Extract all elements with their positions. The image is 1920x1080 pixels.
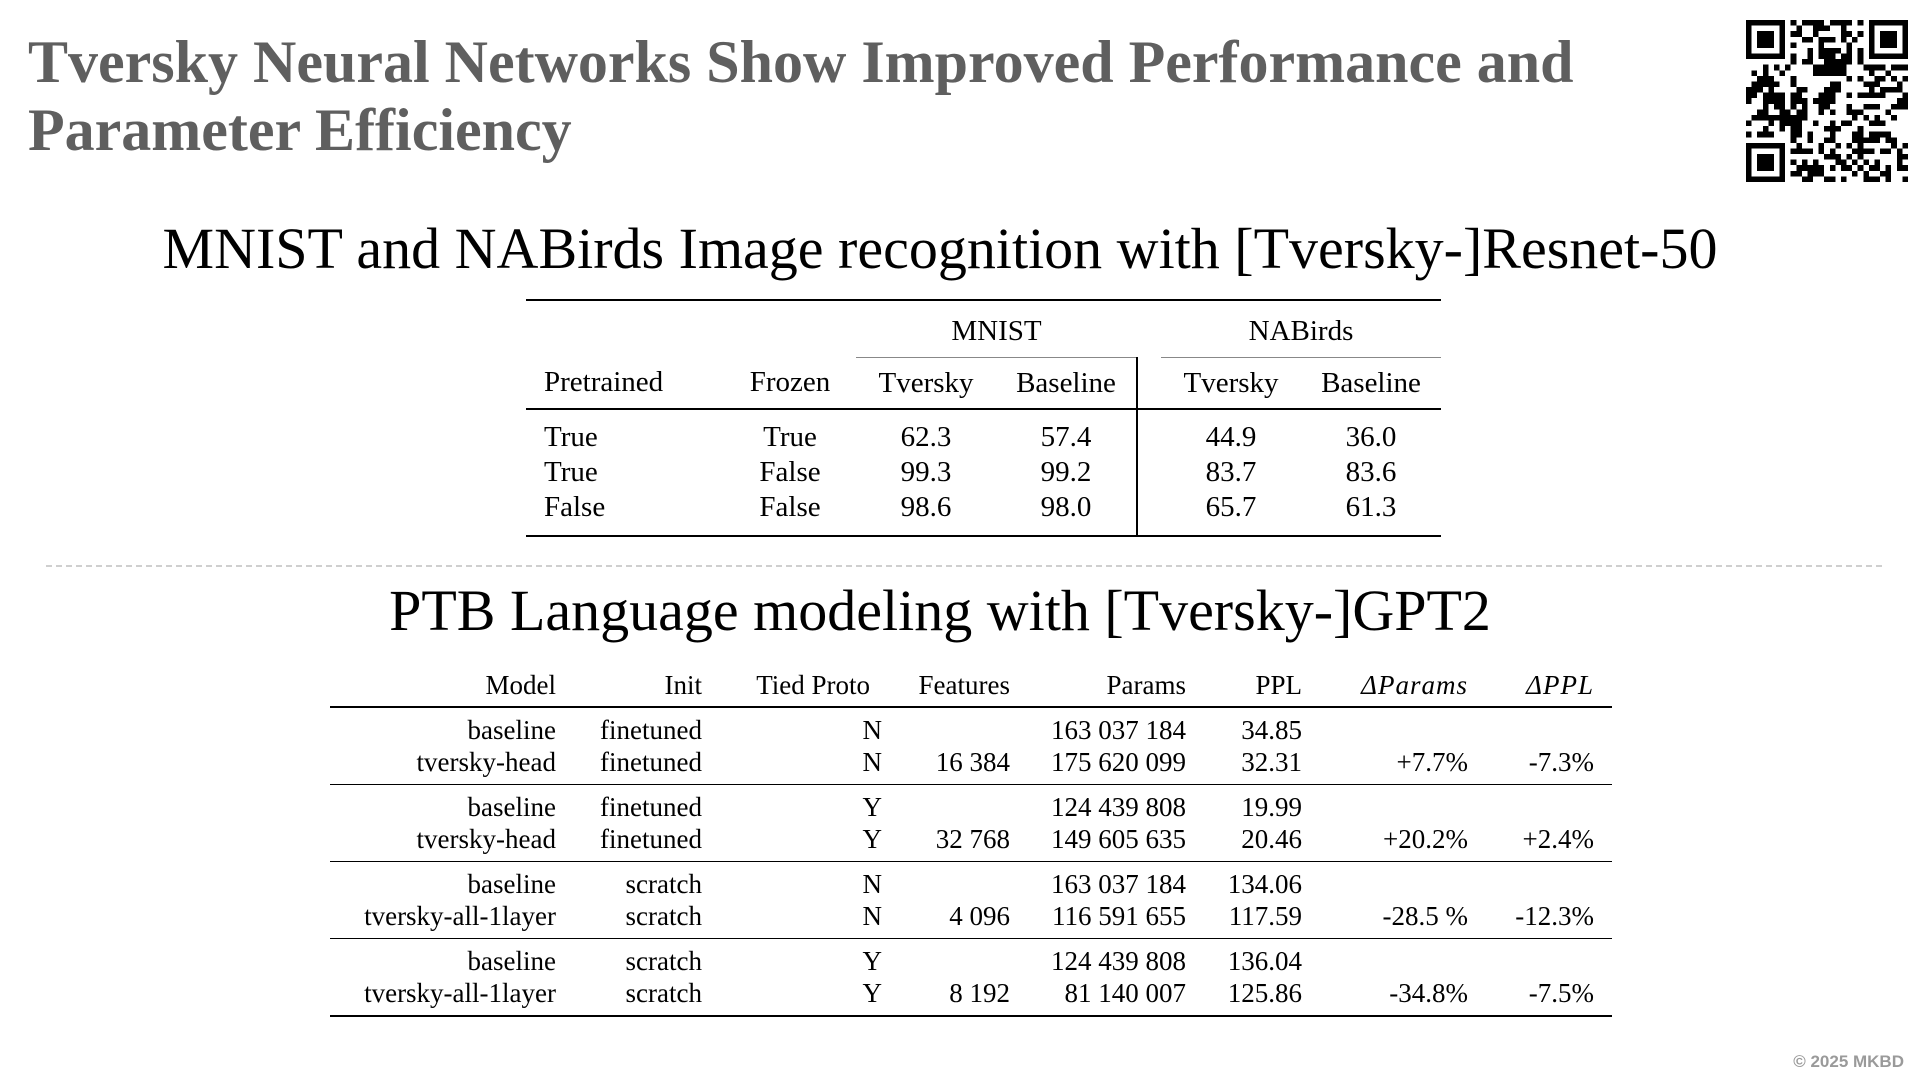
cell-features: 32 768 — [882, 823, 1010, 862]
cell-params: 124 439 808 — [1051, 946, 1186, 976]
cell-frozen: False — [759, 456, 821, 488]
cell-features — [882, 862, 1010, 901]
cell-dparams — [1302, 707, 1468, 746]
column-header: Features — [882, 664, 1010, 707]
cell-dppl: +2.4% — [1468, 823, 1612, 862]
cell-features — [882, 707, 1010, 746]
column-header: Pretrained — [526, 358, 724, 410]
cell-nabirds-baseline: 36.0 — [1345, 421, 1397, 453]
cell-nabirds-baseline: 83.6 — [1345, 456, 1397, 488]
column-header: Tied Proto — [702, 664, 882, 707]
cell-params: 116 591 655 — [1010, 900, 1186, 939]
column-header: Tversky — [856, 358, 996, 410]
cell-dppl: -7.3% — [1468, 746, 1612, 785]
table-row — [330, 746, 1612, 785]
qr-code-icon[interactable] — [1746, 20, 1908, 182]
cell-pretrained: True — [544, 421, 598, 453]
cell-init: scratch — [625, 978, 702, 1008]
column-header: Frozen — [724, 358, 856, 410]
section-divider — [46, 565, 1882, 567]
column-header: Baseline — [1301, 358, 1441, 410]
cell-dparams — [1302, 785, 1468, 824]
cell-dppl: -7.5% — [1528, 978, 1594, 1008]
cell-dparams: -34.8% — [1389, 978, 1468, 1008]
table-row — [330, 707, 1612, 746]
cell-model: tversky-head — [330, 823, 556, 862]
column-header: Params — [1010, 664, 1186, 707]
table-row — [330, 939, 1612, 978]
cell-ppl: 125.86 — [1227, 978, 1302, 1008]
cell-model: baseline — [467, 946, 556, 976]
table-row — [526, 455, 1441, 490]
cell-model: tversky-all-1layer — [330, 900, 556, 939]
column-header: Tversky — [1161, 358, 1301, 410]
cell-model: baseline — [467, 869, 556, 899]
cell-dppl — [1468, 862, 1612, 901]
cell-mnist-tversky: 62.3 — [900, 421, 952, 453]
cell-model: baseline — [467, 792, 556, 822]
cell-frozen: False — [759, 491, 821, 523]
cell-tied: N — [862, 869, 882, 899]
cell-tied: Y — [702, 823, 882, 862]
cell-ppl: 117.59 — [1186, 900, 1302, 939]
cell-params: 124 439 808 — [1051, 792, 1186, 822]
cell-tied: N — [702, 746, 882, 785]
cell-mnist-baseline: 98.0 — [1040, 491, 1092, 523]
cell-init: scratch — [625, 946, 702, 976]
cell-init: finetuned — [600, 715, 702, 745]
cell-pretrained: False — [544, 491, 606, 523]
table-row — [330, 823, 1612, 862]
cell-dparams: +20.2% — [1302, 823, 1468, 862]
column-header: ΔPPL — [1468, 664, 1612, 707]
cell-mnist-tversky: 99.3 — [900, 456, 952, 488]
cell-dppl: -12.3% — [1468, 900, 1612, 939]
cell-ppl: 20.46 — [1186, 823, 1302, 862]
cell-features — [882, 785, 1010, 824]
cell-dppl — [1468, 707, 1612, 746]
cell-init: finetuned — [556, 746, 702, 785]
cell-init: finetuned — [556, 823, 702, 862]
cell-nabirds-tversky: 44.9 — [1205, 421, 1257, 453]
cell-params: 163 037 184 — [1051, 715, 1186, 745]
copyright-notice: © 2025 MKBD — [1793, 1052, 1904, 1071]
cell-ppl: 136.04 — [1227, 946, 1302, 976]
cell-features: 4 096 — [882, 900, 1010, 939]
cell-dppl — [1468, 939, 1612, 978]
table-row — [330, 785, 1612, 824]
table-row — [526, 409, 1441, 455]
cell-init: finetuned — [600, 792, 702, 822]
cell-params: 149 605 635 — [1010, 823, 1186, 862]
cell-frozen: True — [763, 421, 817, 453]
cell-ppl: 19.99 — [1241, 792, 1302, 822]
column-header: Baseline — [996, 358, 1137, 410]
cell-init: scratch — [556, 900, 702, 939]
cell-dparams: -28.5 % — [1302, 900, 1468, 939]
cell-model: tversky-head — [330, 746, 556, 785]
slide-title: Tversky Neural Networks Show Improved Performance and Parameter Efficiency — [28, 29, 1574, 163]
cell-nabirds-tversky: 65.7 — [1205, 491, 1257, 523]
cell-nabirds-tversky: 83.7 — [1205, 456, 1257, 488]
cell-dparams — [1302, 862, 1468, 901]
cell-mnist-tversky: 98.6 — [900, 491, 952, 523]
cell-tied: N — [702, 900, 882, 939]
column-header: PPL — [1186, 664, 1302, 707]
cell-mnist-baseline: 57.4 — [1040, 421, 1092, 453]
cell-params: 81 140 007 — [1064, 978, 1186, 1008]
cell-dparams — [1302, 939, 1468, 978]
group-header-nabirds: NABirds — [1161, 300, 1441, 358]
cell-nabirds-baseline: 61.3 — [1345, 491, 1397, 523]
cell-features: 16 384 — [882, 746, 1010, 785]
column-header: Model — [330, 664, 556, 707]
cell-ppl: 34.85 — [1241, 715, 1302, 745]
cell-ppl: 32.31 — [1186, 746, 1302, 785]
cell-pretrained: True — [544, 456, 598, 488]
column-header: ΔParams — [1302, 664, 1468, 707]
table-row — [330, 977, 1612, 1016]
cell-tied: N — [862, 715, 882, 745]
image-recognition-table — [526, 299, 1441, 537]
cell-model: baseline — [467, 715, 556, 745]
column-header: Init — [556, 664, 702, 707]
cell-model: tversky-all-1layer — [364, 978, 556, 1008]
cell-params: 175 620 099 — [1010, 746, 1186, 785]
cell-features: 8 192 — [949, 978, 1010, 1008]
cell-init: scratch — [625, 869, 702, 899]
cell-dppl — [1468, 785, 1612, 824]
section-heading-language-modeling: PTB Language modeling with [Tversky-]GPT2 — [389, 578, 1491, 643]
table-row — [526, 490, 1441, 536]
section-heading-image-recognition: MNIST and NABirds Image recognition with [Tversky-]Resnet-50 — [162, 216, 1718, 281]
cell-params: 163 037 184 — [1051, 869, 1186, 899]
cell-mnist-baseline: 99.2 — [1040, 456, 1092, 488]
language-modeling-table — [330, 664, 1612, 1017]
cell-dparams: +7.7% — [1302, 746, 1468, 785]
cell-tied: Y — [862, 792, 882, 822]
table-row — [330, 900, 1612, 939]
cell-ppl: 134.06 — [1227, 869, 1302, 899]
cell-features — [882, 939, 1010, 978]
group-header-mnist: MNIST — [856, 300, 1137, 358]
table-row — [330, 862, 1612, 901]
cell-tied: Y — [862, 946, 882, 976]
cell-tied: Y — [862, 978, 882, 1008]
